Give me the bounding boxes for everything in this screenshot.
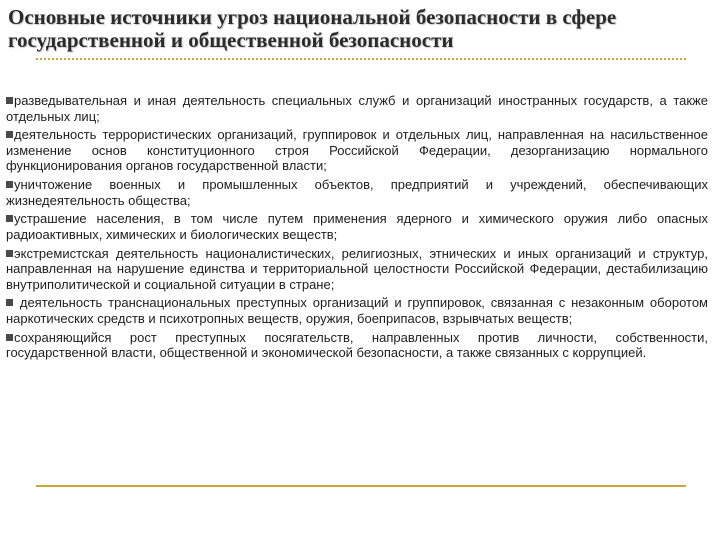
square-bullet-icon xyxy=(6,97,13,104)
square-bullet-icon xyxy=(6,299,13,306)
list-item xyxy=(6,127,708,174)
list-item-text: устрашение населения, в том числе путем применения ядерного и химического оружия либо опасных радиоактивных, химических и биологических веществ; xyxy=(6,211,708,242)
title-divider xyxy=(36,58,686,60)
square-bullet-icon xyxy=(6,131,13,138)
list-item-text: экстремистская деятельность националистических, религиозных, этнических и иных организаций и структур, направленная на нарушение единства и территориальной целостности Российской Федерации, дестабилизацию внутриполитической и социальной ситуации в стране; xyxy=(6,245,708,292)
list-item xyxy=(6,177,708,208)
square-bullet-icon xyxy=(6,334,13,341)
list-item-text: разведывательная и иная деятельность специальных служб и организаций иностранных государств, а также отдельных лиц; xyxy=(6,93,708,124)
list-item xyxy=(6,211,708,242)
square-bullet-icon xyxy=(6,250,13,257)
threat-list xyxy=(6,93,708,364)
list-item xyxy=(6,295,708,326)
list-item xyxy=(6,330,708,361)
list-item xyxy=(6,93,708,124)
footer-divider xyxy=(36,485,686,487)
square-bullet-icon xyxy=(6,215,13,222)
list-item-text: сохраняющийся рост преступных посягательств, направленных против личности, собственности, государственной власти, общественной и экономической безопасности, а также связанных с коррупцией. xyxy=(6,329,708,361)
list-item-text: уничтожение военных и промышленных объектов, предприятий и учреждений, обеспечивающих жизнедеятельность общества; xyxy=(6,177,708,208)
list-item xyxy=(6,246,708,293)
list-item-text: деятельность террористических организаций, группировок и отдельных лиц, направленная на насильственное изменение основ конституционного строя Российской Федерации, дезорганизацию нормального функционирования органов государственной власти; xyxy=(6,127,708,174)
list-item-text: деятельность транснациональных преступных организаций и группировок, связанная с незаконным оборотом наркотических средств и психотропных веществ, оружия, боеприпасов, взрывчатых веществ; xyxy=(6,295,708,326)
slide-title: Основные источники угроз национальной безопасности в сфере государственной и общественной безопасности xyxy=(8,5,617,52)
square-bullet-icon xyxy=(6,181,13,188)
